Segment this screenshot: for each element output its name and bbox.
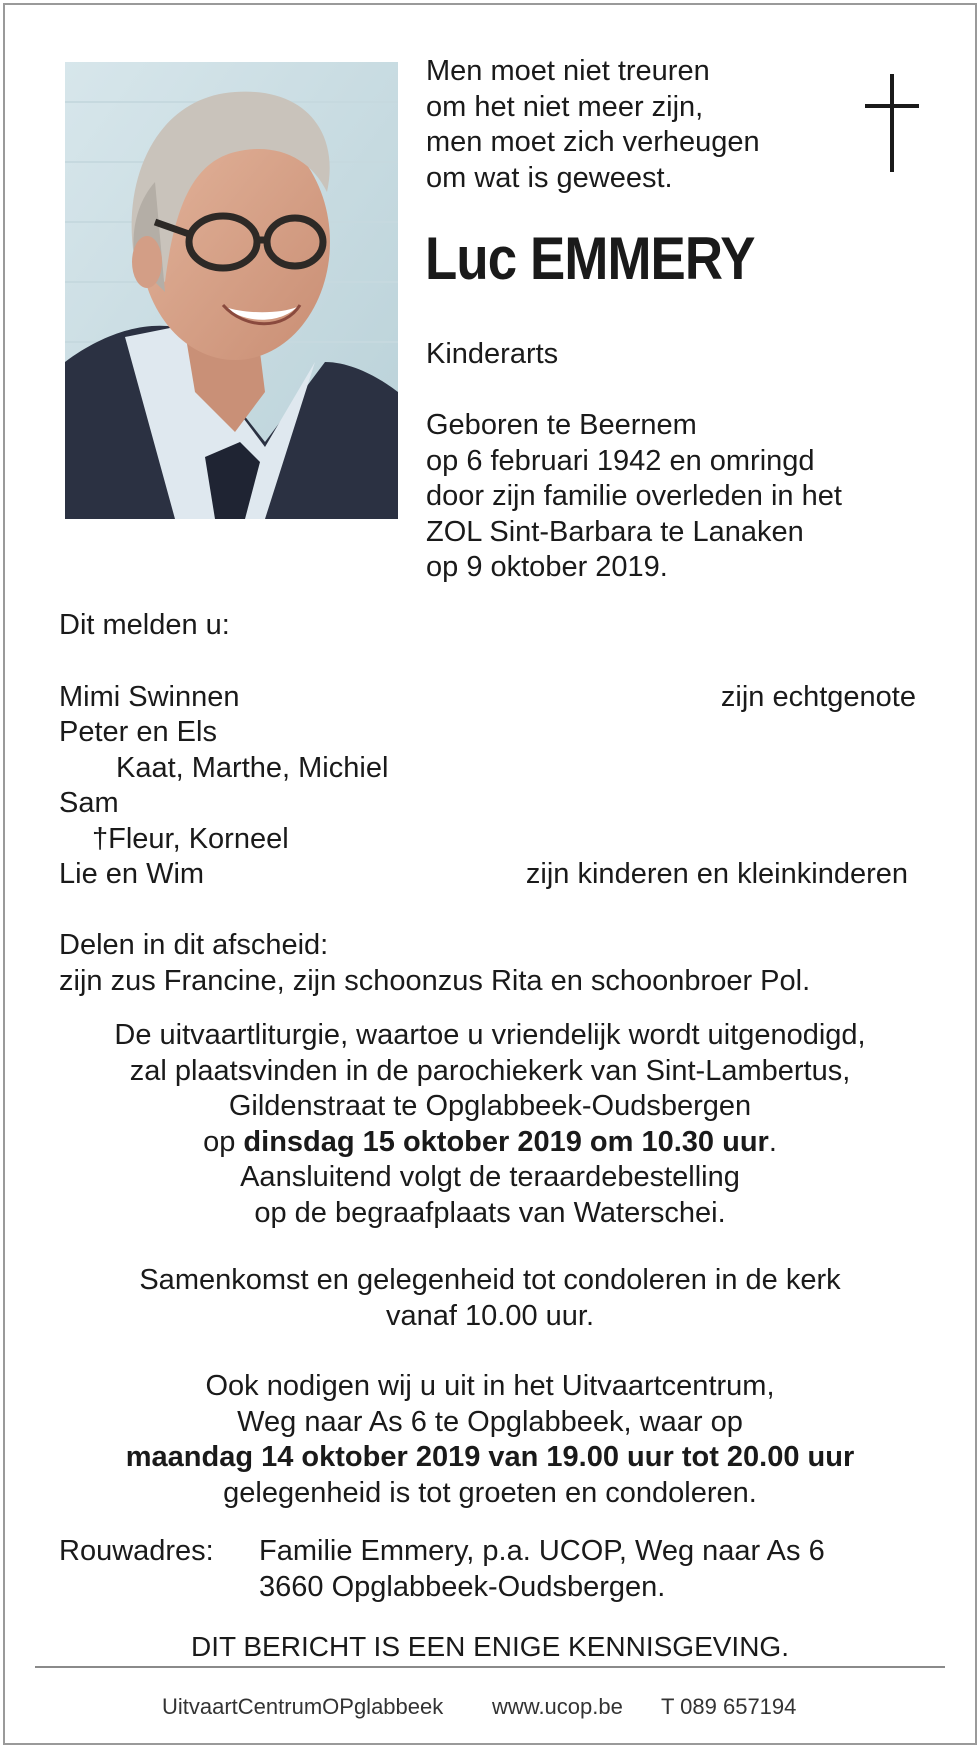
funeral-date-line bbox=[0, 1125, 980, 1161]
deceased-name: Luc EMMERY bbox=[425, 225, 755, 292]
biography-line: door zijn familie overleden in het bbox=[426, 480, 842, 512]
profession: Kinderarts bbox=[426, 338, 559, 370]
funeral-line: zal plaatsvinden in de parochiekerk van Sint-Lambertus, bbox=[129, 1054, 851, 1087]
biography-line: Geboren te Beernem bbox=[426, 409, 697, 441]
share-line: zijn zus Francine, zijn schoonzus Rita en schoonbroer Pol. bbox=[59, 964, 811, 997]
footer-company: UitvaartCentrumOPglabbeek bbox=[162, 1694, 444, 1719]
spouse-relation: zijn echtgenote bbox=[720, 681, 916, 713]
address-label: Rouwadres: bbox=[59, 1535, 214, 1567]
funeral-line: Gildenstraat te Opglabbeek-Oudsbergen bbox=[228, 1090, 752, 1122]
funeral-line: Aansluitend volgt de teraardebestelling bbox=[240, 1161, 740, 1193]
biography-line: ZOL Sint-Barbara te Lanaken bbox=[426, 515, 804, 548]
biography-line: op 9 oktober 2019. bbox=[426, 551, 668, 583]
notice: DIT BERICHT IS EEN ENIGE KENNISGEVING. bbox=[191, 1631, 789, 1662]
portrait-photo bbox=[65, 62, 398, 519]
funeral-date-prefix: op bbox=[203, 1125, 244, 1158]
gathering-line: vanaf 10.00 uur. bbox=[386, 1299, 594, 1332]
child-line: Lie en Wim bbox=[59, 858, 205, 890]
footer-divider bbox=[35, 1666, 945, 1668]
address-line: Familie Emmery, p.a. UCOP, Weg naar As 6 bbox=[259, 1535, 825, 1567]
funeral-date-suffix: . bbox=[768, 1125, 777, 1158]
children-relation: zijn kinderen en kleinkinderen bbox=[525, 858, 908, 890]
visitation-date: maandag 14 oktober 2019 van 19.00 uur tot 20.00 uur bbox=[125, 1441, 855, 1473]
share-intro: Delen in dit afscheid: bbox=[59, 929, 329, 961]
poem-line: Men moet niet treuren bbox=[426, 55, 710, 87]
address-line: 3660 Opglabbeek-Oudsbergen. bbox=[259, 1570, 666, 1603]
funeral-line: De uitvaartliturgie, waartoe u vriendelijk wordt uitgenodigd, bbox=[114, 1019, 866, 1051]
family-intro: Dit melden u: bbox=[59, 609, 230, 641]
poem-line: om het niet meer zijn, bbox=[426, 90, 704, 123]
spouse-name: Mimi Swinnen bbox=[59, 681, 240, 713]
footer-website[interactable]: www.ucop.be bbox=[492, 1694, 623, 1719]
footer-phone: T 089 657194 bbox=[661, 1694, 797, 1719]
child-line: Peter en Els bbox=[59, 716, 217, 748]
grandchildren-line: Kaat, Marthe, Michiel bbox=[116, 751, 389, 784]
gathering-line: Samenkomst en gelegenheid tot condoleren in de kerk bbox=[139, 1264, 841, 1296]
visitation-line: Weg naar As 6 te Opglabbeek, waar op bbox=[237, 1405, 743, 1438]
cross-icon bbox=[862, 74, 922, 172]
funeral-date: dinsdag 15 oktober 2019 om 10.30 uur bbox=[243, 1125, 769, 1158]
visitation-line: gelegenheid is tot groeten en condoleren. bbox=[223, 1476, 757, 1509]
child-line: Sam bbox=[59, 787, 119, 819]
biography-line: op 6 februari 1942 en omringd bbox=[426, 444, 815, 477]
poem-line: men moet zich verheugen bbox=[426, 126, 760, 158]
funeral-line: op de begraafplaats van Waterschei. bbox=[254, 1196, 726, 1229]
poem-line: om wat is geweest. bbox=[426, 161, 673, 194]
grandchildren-line: †Fleur, Korneel bbox=[92, 822, 289, 855]
visitation-line: Ook nodigen wij u uit in het Uitvaartcentrum, bbox=[205, 1370, 775, 1402]
